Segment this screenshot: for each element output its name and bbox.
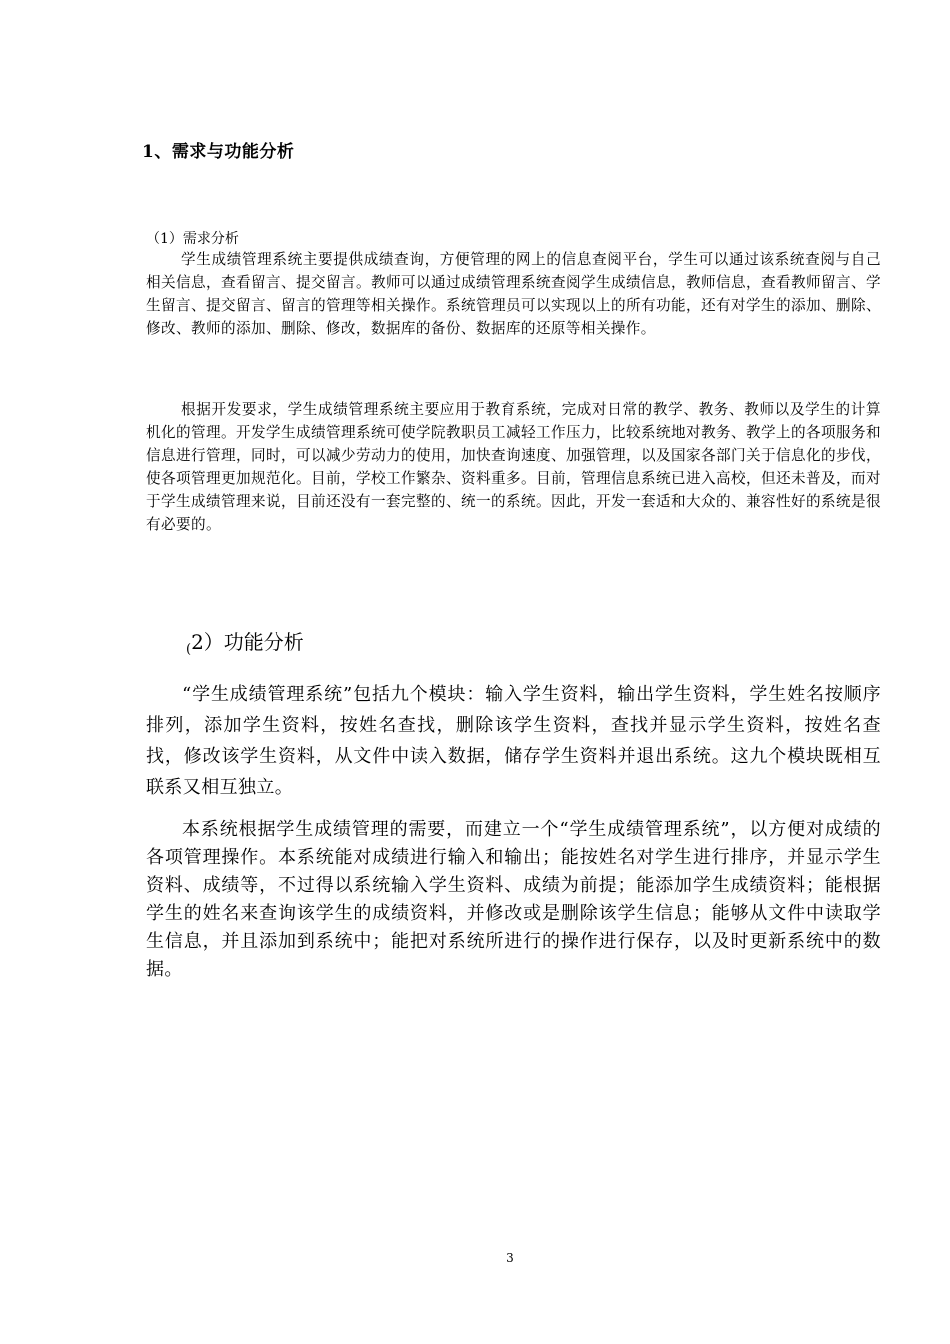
functions-heading <box>186 626 304 657</box>
functions-heading-paren: ( <box>186 642 192 657</box>
functions-paragraph-2: 本系统根据学生成绩管理的需要，而建立一个“学生成绩管理系统”，以方便对成绩的各项管理操作。本系统能对成绩进行输入和输出；能按姓名对学生进行排序，并显示学生资料、成绩等，不过得以系统输入学生资料、成绩为前提；能添加学生成绩资料；能根据学生的姓名来查询该学生的成绩资料，并修改或是删除该学生信息；能够从文件中读取学生信息，并且添加到系统中；能把对系统所进行的操作进行保存，以及时更新系统中的数据。 <box>146 819 881 980</box>
requirements-heading: （1）需求分析 <box>146 231 239 247</box>
functions-paragraph-1: “学生成绩管理系统”包括九个模块：输入学生资料，输出学生资料，学生姓名按顺序排列，添加学生资料，按姓名查找，删除该学生资料，查找并显示学生资料，按姓名查找，修改该学生资料，从文件中读入数据，储存学生资料并退出系统。这九个模块既相互联系又相互独立。 <box>146 684 881 798</box>
requirements-paragraph-1: 学生成绩管理系统主要提供成绩查询，方便管理的网上的信息查阅平台，学生可以通过该系统查阅与自己相关信息，查看留言、提交留言。教师可以通过成绩管理系统查阅学生成绩信息，教师信息，查看教师留言、学生留言、提交留言、留言的管理等相关操作。系统管理员可以实现以上的所有功能，还有对学生的添加、删除、修改、教师的添加、删除、修改，数据库的备份、数据库的还原等相关操作。 <box>146 251 881 337</box>
functions-heading-text: 2）功能分析 <box>191 630 304 654</box>
section-heading: 1、需求与功能分析 <box>142 142 295 162</box>
page-number: 3 <box>506 1251 514 1265</box>
requirements-paragraph-2: 根据开发要求，学生成绩管理系统主要应用于教育系统，完成对日常的教学、教务、教师以及学生的计算机化的管理。开发学生成绩管理系统可使学院教职员工减轻工作压力，比较系统地对教务、教学上的各项服务和信息进行管理，同时，可以减少劳动力的使用，加快查询速度、加强管理，以及国家各部门关于信息化的步伐，使各项管理更加规范化。目前，学校工作繁杂、资料重多。目前，管理信息系统已进入高校，但还未普及，而对于学生成绩管理来说，目前还没有一套完整的、统一的系统。因此，开发一套适和大众的、兼容性好的系统是很有必要的。 <box>146 401 881 533</box>
